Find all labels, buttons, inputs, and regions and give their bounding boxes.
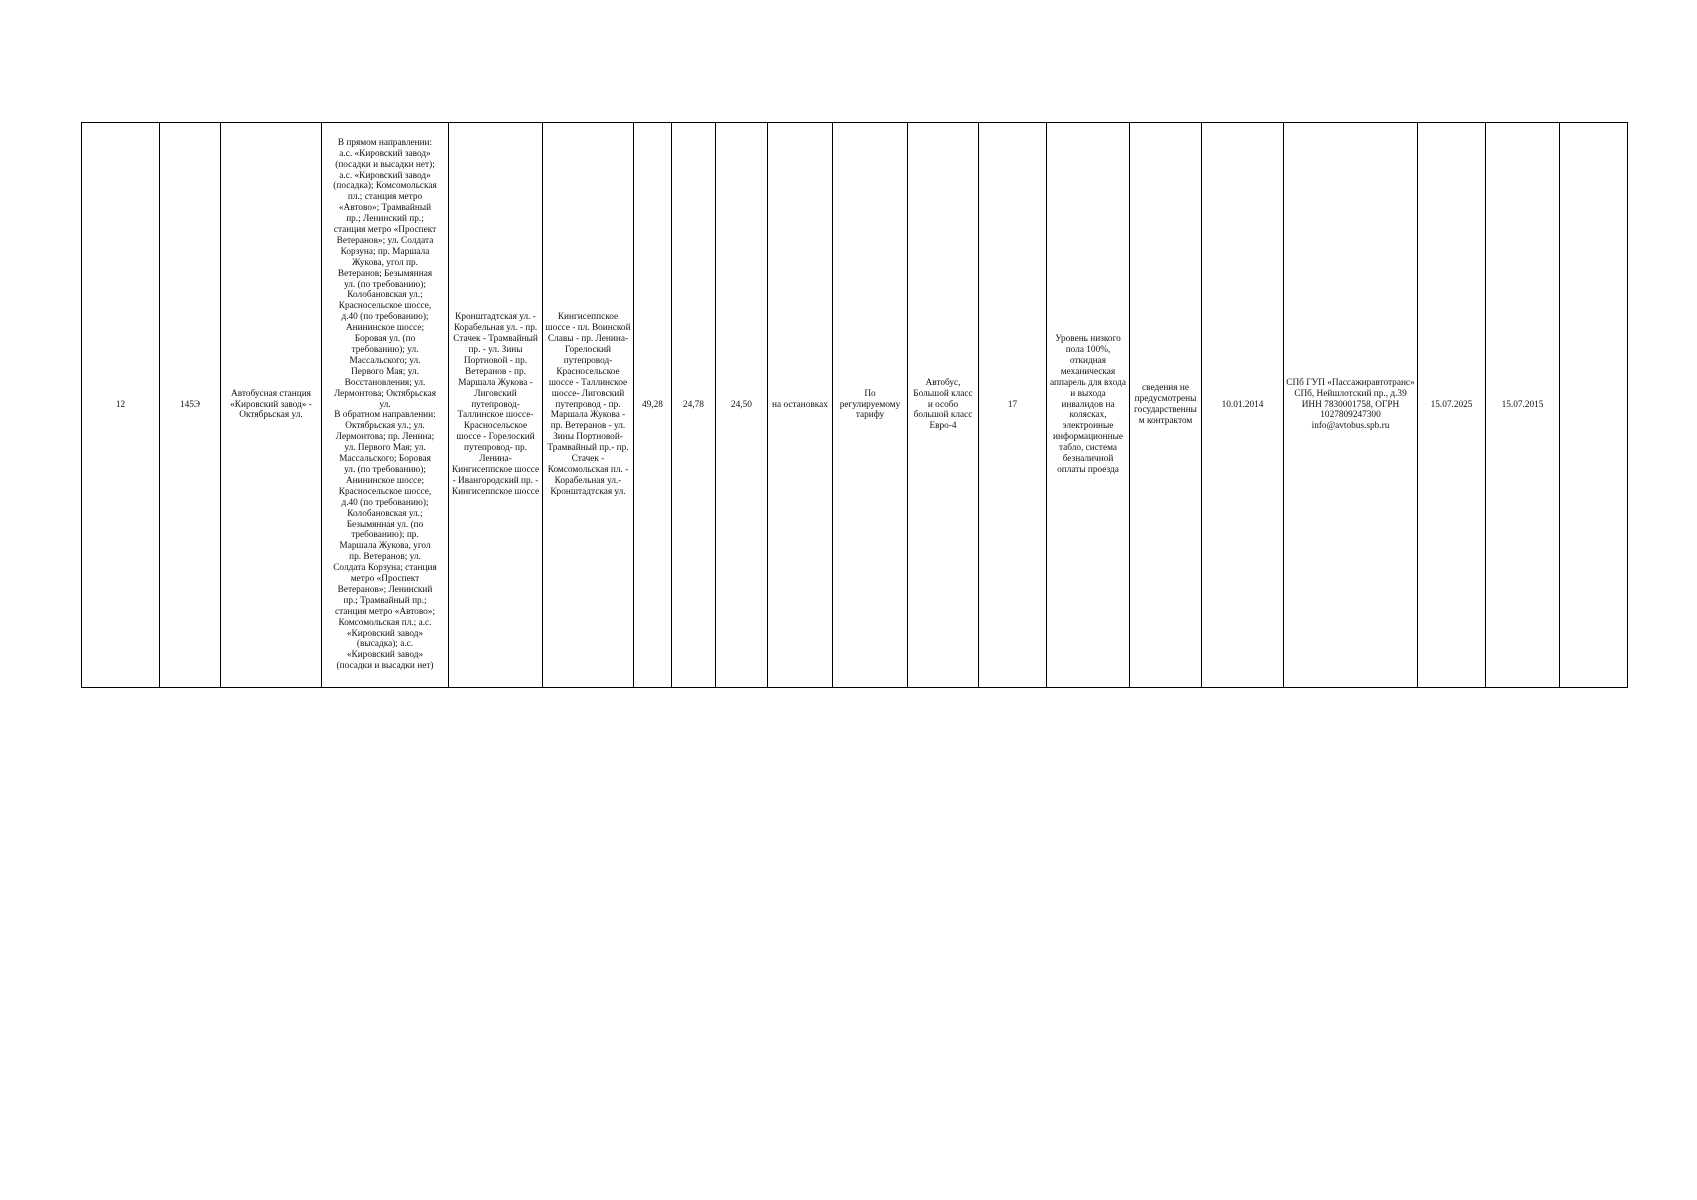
equipment-cell: Уровень низкого пола 100%, откидная механическая аппарель для входа и выхода инвалидов на колясках, электронные информационные табло, система безналичной оплаты проезда: [1047, 123, 1130, 688]
route-name-cell: Автобусная станция «Кировский завод» - Октябрьская ул.: [221, 123, 322, 688]
stop-line: Безымянная ул. (по: [346, 519, 424, 530]
route-registry-table: [81, 122, 1628, 688]
route-number-cell: 145Э: [160, 123, 221, 688]
stop-line: Первого Мая; ул.: [351, 366, 419, 377]
streets-backward-cell: Кингисеппское шоссе - пл. Воинской Славы - пр. Ленина- Горелоский путепровод- Красносельское шоссе - Таллинское шоссе- Лиговский путепровод - пр. Маршала Жукова - пр. Ветеранов - ул. Зины Портновой- Трамвайный пр.- пр. Стачек - Комсомольская пл. - Корабельная ул.- Кронштадтская ул.: [543, 123, 634, 688]
stop-line: Лермонтова; пр. Ленина;: [335, 432, 435, 443]
stop-line: требованию); ул.: [351, 345, 419, 356]
stop-line: В обратном направлении:: [334, 410, 436, 421]
transport-type-cell: По регулируемому тарифу: [833, 123, 908, 688]
length-total-cell: 49,28: [634, 123, 672, 688]
stop-line: пр. Ветеранов; ул.: [349, 552, 421, 563]
stop-line: Массальского; ул.: [349, 355, 421, 366]
stop-line: Красносельское шоссе,: [338, 486, 432, 497]
stop-line: Восстановления; ул.: [344, 377, 426, 388]
stop-line: Маршала Жукова, угол: [339, 541, 431, 552]
date-b-cell: 15.07.2015: [1486, 123, 1560, 688]
table-row: [82, 123, 1628, 688]
stop-line: станция метро «Проспект: [333, 225, 437, 236]
vehicle-count-cell: 17: [979, 123, 1047, 688]
row-number-cell: 12: [82, 123, 160, 688]
stop-line: (посадки и высадки нет);: [335, 159, 435, 170]
stop-line: а.с. «Кировский завод»: [339, 148, 431, 159]
stop-line: ул.: [379, 399, 391, 410]
stop-line: пр.; Трамвайный пр.;: [343, 595, 427, 606]
stop-line: Массальского; Боровая: [339, 454, 431, 465]
stop-line: д.40 (по требованию);: [341, 497, 429, 508]
length-forward-cell: 24,78: [672, 123, 716, 688]
extra-cell: [1560, 123, 1628, 688]
stop-line: д.40 (по требованию);: [341, 312, 429, 323]
stop-line: требованию); пр.: [351, 530, 419, 541]
stop-line: (посадка); Комсомольская: [333, 181, 437, 192]
stop-line: (высадка); а.с.: [356, 639, 414, 650]
stop-line: Корзуна; пр. Маршала: [340, 246, 430, 257]
stop-line: ул. Первого Мая; ул.: [344, 443, 426, 454]
stop-line: Ветеранов»; Ленинский: [337, 584, 433, 595]
stops-list-cell: [322, 123, 449, 688]
stop-line: станция метро «Автово»;: [334, 606, 436, 617]
date-a-cell: 15.07.2025: [1418, 123, 1486, 688]
stop-line: ул. (по требованию);: [344, 279, 426, 290]
stop-line: Колобановская ул.;: [347, 508, 423, 519]
streets-forward-cell: Кронштадтская ул. - Корабельная ул. - пр. Стачек - Трамвайный пр. - ул. Зины Портновой - пр. Ветеранов - пр. Маршала Жукова - Лиговский путепровод- Таллинское шоссе- Красносельское шоссе - Горелоский путепровод- пр. Ленина- Кингисеппское шоссе - Ивангородский пр. - Кингисеппское шоссе: [449, 123, 543, 688]
stop-line: Анининское шоссе;: [345, 475, 425, 486]
stop-line: Ветеранов»; ул. Солдата: [336, 235, 434, 246]
stop-procedure-cell: на остановках: [768, 123, 833, 688]
stop-line: Красносельское шоссе,: [338, 301, 432, 312]
vehicle-cell: Автобус, Большой класс и особо большой класс Евро-4: [908, 123, 979, 688]
stop-line: Колобановская ул.;: [347, 290, 423, 301]
start-date-cell: 10.01.2014: [1202, 123, 1284, 688]
stop-line: Октябрьская ул.; ул.: [345, 421, 425, 432]
stop-line: Анининское шоссе;: [345, 323, 425, 334]
length-backward-cell: 24,50: [716, 123, 768, 688]
stop-line: пр.; Ленинский пр.;: [346, 214, 424, 225]
stop-line: пл.; станция метро: [347, 192, 423, 203]
stop-line: Комсомольская пл.; а.с.: [338, 617, 432, 628]
stop-line: (посадки и высадки нет): [336, 661, 434, 672]
stop-line: «Автово»; Трамвайный: [338, 203, 432, 214]
stop-line: Ветеранов; Безымянная: [337, 268, 433, 279]
stop-line: Лермонтова; Октябрьская: [333, 388, 437, 399]
stop-line: В прямом направлении:: [337, 137, 433, 148]
stop-line: Жукова, угол пр.: [352, 257, 418, 268]
stop-line: а.с. «Кировский завод»: [339, 170, 431, 181]
stop-line: «Кировский завод»: [346, 650, 424, 661]
stop-line: ул. (по требованию);: [344, 464, 426, 475]
stop-line: Солдата Корзуна; станция: [333, 563, 437, 574]
stop-line: «Кировский завод»: [346, 628, 424, 639]
contract-info-cell: сведения не предусмотрены государственным контрактом: [1130, 123, 1202, 688]
carrier-cell: СПб ГУП «Пассажиравтотранс» СПб, Нейшлотский пр., д.39 ИНН 7830001758, ОГРН 1027809247300 info@avtobus.spb.ru: [1284, 123, 1418, 688]
stop-line: метро «Проспект: [350, 574, 420, 585]
stop-line: Боровая ул. (по: [354, 334, 416, 345]
